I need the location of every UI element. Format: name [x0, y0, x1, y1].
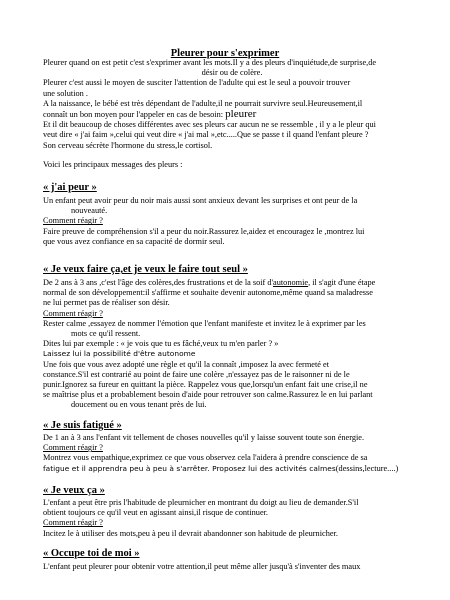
body-text: ....)	[387, 463, 399, 473]
section-heading: « Je veux faire ça,et je veux le faire tout seul »	[43, 264, 248, 275]
body-line: obtient toujours ce qu'il veut en agissant ainsi,il risque de continuer.	[43, 508, 269, 518]
body-line: punir.Ignorez sa fureur en quittant la pièce. Rappelez vous que,lorsqu'un enfant fait une crise,il ne	[43, 380, 368, 390]
body-line: se maîtrise plus et a probablement besoin d'aide pour retrouver son calme.Rassurez le en lui parlant	[43, 390, 373, 400]
section-body	[43, 433, 421, 474]
intro-line: Voici les principaux messages des pleurs :	[43, 159, 183, 169]
body-line: ne lui permet pas de réaliser son désir.	[43, 298, 170, 308]
body-text: , il s'agit d'une étape	[308, 278, 376, 287]
react-label: Comment réagir ?	[43, 443, 103, 453]
body-line: nouveauté.	[71, 206, 108, 216]
body-line: De 1 an à 3 ans l'enfant vit tellement de choses nouvelles qu'il y laisse souvent toute son énergie.	[43, 433, 365, 442]
intro-line: A la naissance, le bébé est très dépendant de l'adulte,il ne pourrait survivre seul.Heureusement,il	[43, 98, 363, 108]
section-heading: « j'ai peur »	[43, 182, 97, 193]
intro-line: Et il dit beaucoup de choses différentes avec ses pleurs car aucun ne se ressemble , il y a le pleur qui	[43, 120, 376, 130]
body-line	[43, 278, 421, 288]
body-line: mots ce qu'il ressent.	[71, 329, 141, 339]
body-line: Rester calme ,essayez de nommer l'émotion que l'enfant manifeste et invitez le à exprimer par les	[43, 318, 366, 328]
body-line: Dites lui par exemple : « je vois que tu es fâché,veux tu m'en parler ? »	[43, 339, 279, 349]
body-text: fatigue et il apprendra peu à peu à s'arrêter. Proposez lui des activités calmes	[43, 463, 336, 473]
intro-line: Pleurer c'est aussi le moyen de susciter l'attention de l'adulte qui est le seul a pouvoir trouver	[43, 78, 351, 88]
body-line: que vous avez confiance en sa capacité de dormir seul.	[43, 236, 225, 246]
section-heading: « Je suis fatigué »	[43, 420, 122, 431]
react-label: Comment réagir ?	[43, 216, 103, 226]
intro-line	[43, 109, 421, 120]
body-line: constance.S'il est contrarié au point de faire une colère ,n'essayez pas de le raisonner ni de le	[43, 369, 350, 379]
intro-line: veut dire « j'ai faim »,celui qui veut dire « j'ai mal »,etc.....Que se passe t il quand l'enfant pleure ?	[43, 130, 369, 140]
section-heading: « Je veux ça »	[43, 485, 105, 496]
body-text: (dessins,lecture	[335, 463, 388, 473]
body-line: Incitez le à utiliser des mots,peu à peu il devrait abandonner son habitude de pleurnicher.	[43, 528, 338, 538]
react-label: Comment réagir ?	[43, 308, 103, 318]
body-line: Faire preuve de compréhension s'il a peur du noir.Rassurez le,aidez et encouragez le ,montrez lui	[43, 226, 365, 236]
intro-line: désir ou de colère.	[201, 68, 263, 78]
section-body	[43, 562, 421, 572]
body-line: Montrez vous empathique,exprimez ce que vous observez cela l'aidera à prendre conscience de sa	[43, 453, 368, 463]
body-line: L'enfant peut pleurer pour obtenir votre attention,il peut même aller jusqu'à s'inventer des maux	[43, 562, 361, 571]
body-line	[43, 464, 421, 474]
link-autonomie[interactable]: autonomie	[273, 278, 309, 287]
intro-line: une solution .	[43, 88, 88, 98]
page-title: Pleurer pour s'exprimer	[170, 48, 280, 59]
body-text: De 2 ans à 3 ans ,c'est l'âge des colères,des frustrations et de la soif d'	[43, 278, 274, 287]
section-body	[43, 278, 421, 411]
body-line: doucement ou en vous tenant près de lui.	[71, 400, 207, 410]
intro-line: Son cerveau sécrète l'hormone du stress,le cortisol.	[43, 140, 213, 150]
react-label: Comment réagir ?	[43, 518, 103, 528]
body-line: Laissez lui la possibilité d'être autonome	[43, 349, 196, 359]
section-body	[43, 196, 421, 247]
intro-text: connaît un bon moyen pour l'appeler en cas de besoin:	[43, 110, 224, 120]
body-line: normal de son développement:il s'affirme et souhaite devenir autonome,même quand sa maladresse	[43, 288, 373, 298]
section-heading: « Occupe toi de moi »	[43, 548, 140, 559]
intro-emphasis: pleurer	[225, 108, 257, 121]
intro-paragraph	[43, 58, 421, 170]
section-body	[43, 498, 421, 539]
body-line: L'enfant a peut être pris l'habitude de pleurnicher en montrant du doigt au lieu de demander.S'il	[43, 498, 359, 507]
body-line: Une fois que vous avez adopté une règle et qu'il la connaît ,imposez la avec fermeté et	[43, 359, 330, 369]
intro-line: Pleurer quand on est petit c'est s'exprimer avant les mots.Il y a des pleurs d'inquiétude,de surprise,de	[43, 58, 377, 67]
body-line: Un enfant peut avoir peur du noir mais aussi sont anxieux devant les surprises et ont peur de la	[43, 196, 358, 205]
